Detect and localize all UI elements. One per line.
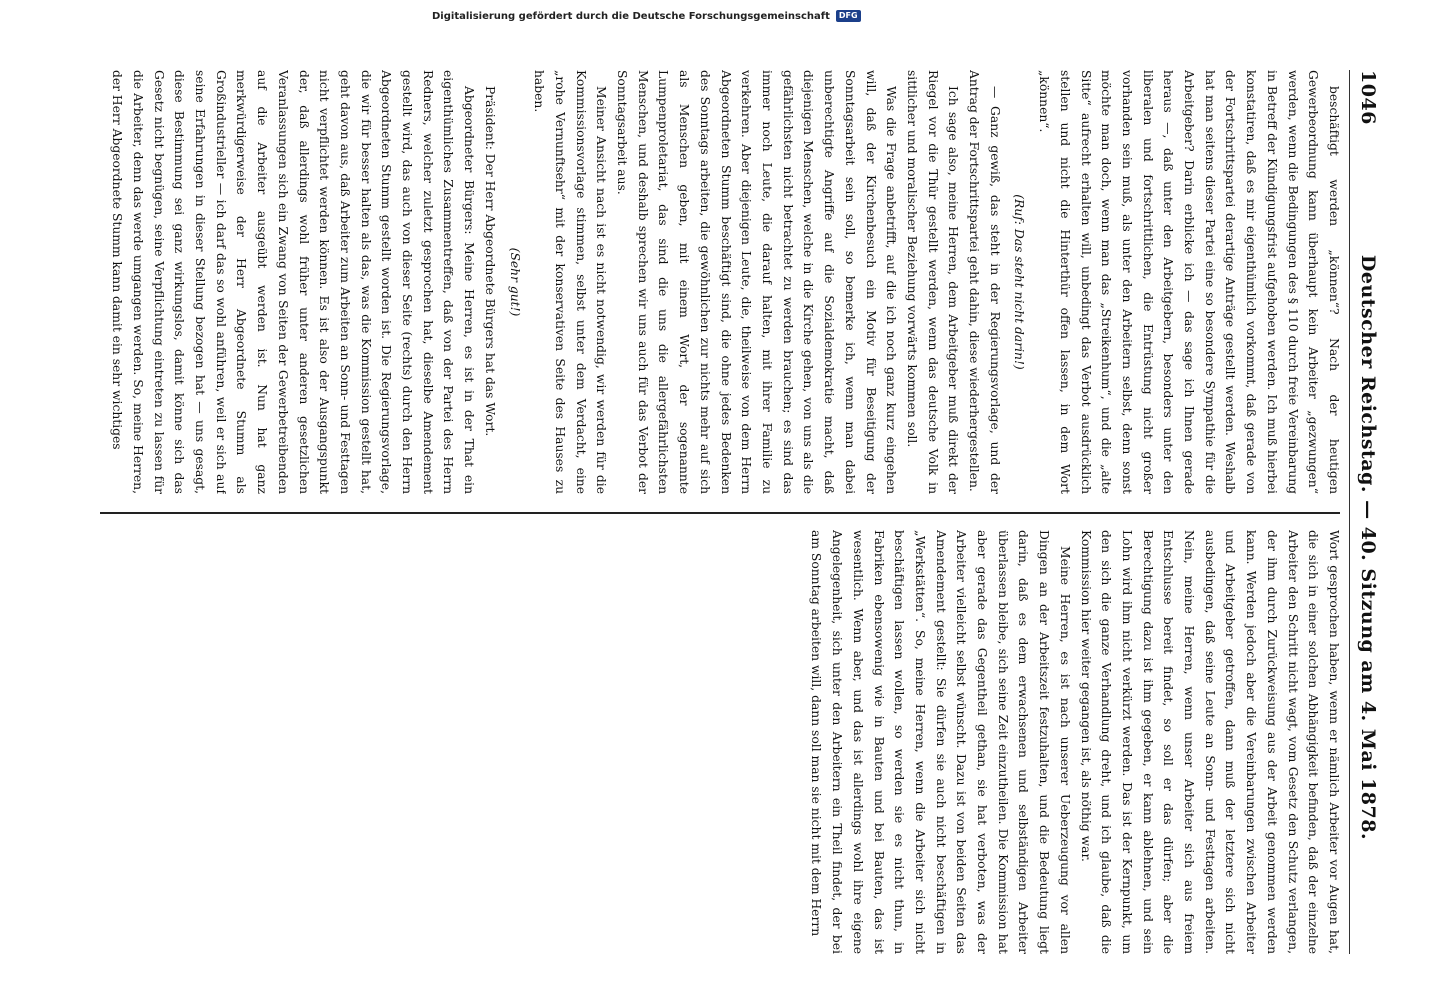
interjection: (Sehr gut!) (507, 247, 522, 317)
digitization-credit (432, 10, 861, 22)
paragraph: Ich sage also, meine Herren, dem Arbeitgeber muß direkt der Riegel vor die Thür gestellt werden, wenn das deutsche Volk in sittlicher und moralischer Beziehung vorwärts kommen soll. (904, 70, 961, 494)
paragraph: Meiner Ansicht nach ist es nicht notwendig, wir werden für die Kommissionsvorlage stimmen, selbst unter dem Verdacht, eine „rohe Vernunftsehr“ mit der konservativen Seite des Hauses zu haben. (532, 70, 609, 494)
header-rule (1349, 70, 1350, 954)
text-column-right (98, 530, 1344, 954)
paragraph: Was die Frage anbetrifft, auf die ich noch ganz kurz eingehen will, daß der Kirchenbesuch ein Motiv für Beseitigung der Sonntagsarbeit sein soll, so bemerke ich, wenn man dabei unberechtigte Angriffe auf die Sozialdemokratie macht, daß diejenigen Menschen, welche in die Kirche gehen, von uns als die gefährlichsten nicht betrachtet zu werden brauchen; es sind das immer noch Leute, die darauf halten, mit ihrer Familie zu verkehren. Aber diejenigen Leute, die, theilweise von dem Herrn Abgeordneten Stumm beschäftigt sind, die ohne jedes Bedenken des Sonntags arbeiten, die gewöhnlichen zur nichts mehr auf sich als Menschen geben, mit einem Wort, der sogenannte Lumpenproletariat, das sind die uns die allergefährlichsten Menschen, und deshalb sprechen wir uns auch für das Verbot der Sonntagsarbeit aus. (615, 70, 899, 494)
paragraph: — Ganz gewiß, das steht in der Regierungsvorlage, und der Antrag der Fortschrittspartei geht dahin, diese wiederhergestellen. (967, 70, 1002, 494)
page-number: 1046 (1357, 70, 1379, 125)
speaker-paragraph: Präsident: Der Herr Abgeordnete Bürgers hat das Wort. (482, 86, 497, 437)
text-column-left (98, 70, 1344, 494)
interjection: (Ruf: Das steht nicht darin!) (1012, 194, 1027, 370)
paragraph: Wort gesprochen haben, wenn er nämlich Arbeiter vor Augen hat, die sich in einer solchen Abhängigkeit befinden, daß der einzelne Arbeiter den Schritt nicht wagt, vom Gesetz den Schutz verlangen, der ihm durch Zurückweisung aus der Arbeit genommen werden kann. Werden jedoch aber die Vereinbarungen zwischen Arbeiter und Arbeitgeber getroffen, dann muß der letztere sich nicht ausbedingen, daß seine Leute an Sonn- und Festtagen arbeiten. Nein, meine Herren, wenn unser Arbeiter sich aus freiem Entschlusse bereit findet, so soll er das dürfen; aber die Berechtigung dazu ist ihm gegeben, er kann ablehnen, und sein Lohn wird ihm nicht verkürzt werden. Das ist der Kernpunkt, um den sich die ganze Verhandlung dreht, und ich glaube, daß die Kommission hier weiter gegangen ist, als nöthig war. (1078, 530, 1341, 954)
speaker-paragraph: Abgeordneter Bürgers: Meine Herren, es ist in der That ein eigenthümliches Zusammentreffen, daß von der Partei des Herrn Redners, welcher zuletzt gesprochen hat, dieselbe Amendement gestellt wird, das auch von dieser Seite (rechts) durch den Herrn Abgeordneten Stumm gestellt worden ist. Die Regierungsvorlage, die wir für besser halten als das, was die Kommission gestellt hat, geht davon aus, daß Arbeiter zum Arbeiten an Sonn- und Festtagen nicht verpflichtet werden können. Es ist also der Ausgangspunkt der, daß allerdings wohl früher unter anderen gesetzlichen Veranlassungen sich ein Zwang von Seiten der Gewerbetreibenden auf die Arbeiter ausgeübt werden ist. Nun hat ganz merkwürdigerweise der Herr Abgeordnete Stumm als Großindustrieller — ich darf das so wohl anführen, weil er sich auf seine Erfahrungen in dieser Stellung bezogen hat — uns gesagt, diese Bestimmung sei ganz wirkungslos, damit könne sich das Gesetz nicht begnügen, seine Verpflichtung eintreten zu lassen für die Arbeiter, denn das werde umgangen werden. So, meine Herren, der Herr Abgeordnete Stumm kann damit ein sehr wichtiges (110, 70, 477, 494)
dfg-logo-icon: DFG (836, 10, 861, 22)
credit-text: Digitalisierung gefördert durch die Deutsche Forschungsgemeinschaft (432, 10, 830, 22)
page-header (1354, 70, 1382, 950)
paragraph: Meine Herren, es ist nach unserer Ueberzeugung vor allen Dingen an der Arbeitszeit festzuhalten, und die Bedeutung liegt darin, daß es dem erwachsenen und selbständigen Arbeiter überlassen bleibe, sich seine Zeit einzutheilen. Die Kommission hat aber gerade das Gegentheil gethan, sie hat verboten, was der Arbeiter vielleicht selbst wünscht. Dazu ist von beiden Seiten das Amendement gestellt: Sie dürfen sie auch nicht beschäftigen in „Werkstätten“. So, meine Herren, wenn die Arbeiter sich nicht beschäftigen lassen wollen, so werden sie es nicht thun, in Fabriken ebensowenig wie in Bauten und bei Bauten, das ist wesentlich. Wenn aber, und das ist allerdings wohl ihre eigene Angelegenheit, sich unter den Arbeitern ein Theil findet, der bei am Sonntag arbeiten will, dann soll man sie nicht mit dem Herrn (809, 530, 1072, 954)
column-divider (100, 512, 1340, 514)
page-title: Deutscher Reichstag. — 40. Sitzung am 4. Mai 1878. (1357, 254, 1379, 841)
paragraph: beschäftigt werden „können“? Nach der heutigen Gewerbeordnung kann überhaupt kein Arbeiter „gezwungen“ werden, wenn die Bedingungen des § 110 durch freie Vereinbarung in Betreff der Kündigungsfrist aufgehoben werden. Ich muß hierbei konstatiren, daß es mir eigenthümlich vorkommt, daß gerade von der Fortschrittspartei derartige Anträge gestellt werden. Weshalb hat man seitens dieser Partei eine so besondere Sympathie für die Arbeitgeber? Darin erblicke ich — das sage ich Ihnen gerade heraus —, daß unter den Arbeitgebern, besonders unter den liberalen und fortschrittlichen, die Entrüstung nicht großer vorhanden sein muß, als unter den Arbeitern selbst, denn sonst möchte man doch, wenn man das „Streikenhum“, und die „alte Sitte“ aufrecht erhalten will, unbedingt das Verbot ausdrücklich stellen und nicht die Hinterthür offen lassen, in dem Wort „können“. (1037, 70, 1341, 494)
